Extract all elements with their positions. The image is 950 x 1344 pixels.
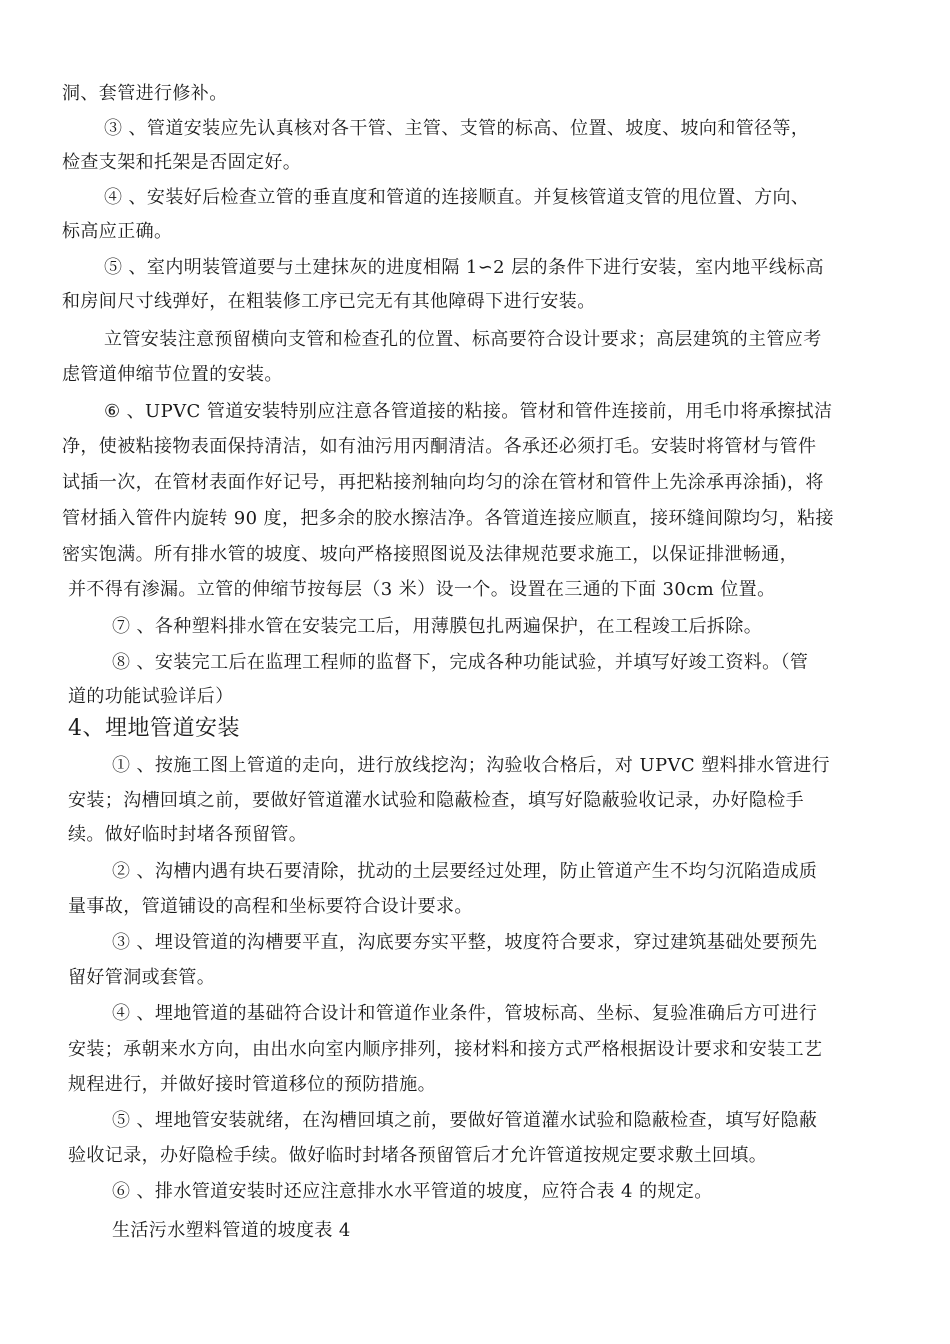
text-line: 并不得有渗漏。立管的伸缩节按每层（3 米）设一个。设置在三通的下面 30cm 位置。 — [68, 579, 776, 600]
text-line: 检查支架和托架是否固定好。 — [62, 152, 302, 173]
text-line: ④ 、埋地管道的基础符合设计和管道作业条件，管坡标高、坐标、复验准确后方可进行 — [112, 1003, 818, 1024]
text-line: ③ 、埋设管道的沟槽要平直，沟底要夯实平整，坡度符合要求，穿过建筑基础处要预先 — [112, 932, 818, 953]
text-line: ② 、沟槽内遇有块石要清除，扰动的土层要经过处理，防止管道产生不均匀沉陷造成质 — [112, 861, 818, 882]
text-line: 试插一次，在管材表面作好记号，再把粘接剂轴向均匀的涂在管材和管件上先涂承再涂插)，将 — [62, 472, 824, 493]
text-line: ⑦ 、各种塑料排水管在安装完工后，用薄膜包扎两遍保护，在工程竣工后拆除。 — [112, 616, 763, 637]
text-line: 和房间尺寸线弹好，在粗装修工序已完无有其他障碍下进行安装。 — [62, 291, 596, 312]
text-line: ⑥ 、UPVC 管道安装特别应注意各管道接的粘接。管材和管件连接前，用毛巾将承擦拭洁 — [104, 401, 833, 422]
text-line: 洞、套管进行修补。 — [62, 83, 228, 104]
text-line: ① 、按施工图上管道的走向，进行放线挖沟；沟验收合格后，对 UPVC 塑料排水管进行 — [112, 755, 831, 776]
text-line: 续。做好临时封堵各预留管。 — [68, 824, 308, 845]
text-line: ⑤ 、室内明装管道要与土建抹灰的进度相隔 1∽2 层的条件下进行安装，室内地平线标高 — [104, 257, 824, 278]
text-line: 量事故，管道铺设的高程和坐标要符合设计要求。 — [68, 896, 473, 917]
text-line: 留好管洞或套管。 — [68, 967, 216, 988]
text-line: 标高应正确。 — [62, 221, 173, 242]
text-line: ⑧ 、安装完工后在监理工程师的监督下，完成各种功能试验，并填写好竣工资料。（管 — [112, 652, 809, 673]
table-caption: 生活污水塑料管道的坡度表 4 — [112, 1220, 351, 1241]
text-line: ③ 、管道安装应先认真核对各干管、主管、支管的标高、位置、坡度、坡向和管径等， — [104, 118, 810, 139]
text-line: 验收记录，办好隐检手续。做好临时封堵各预留管后才允许管道按规定要求敷土回填。 — [68, 1145, 768, 1166]
text-line: ⑥ 、排水管道安装时还应注意排水水平管道的坡度，应符合表 4 的规定。 — [112, 1181, 713, 1202]
text-line: 规程进行，并做好接时管道移位的预防措施。 — [68, 1074, 436, 1095]
text-line: 虑管道伸缩节位置的安装。 — [62, 364, 283, 385]
text-line: 密实饱满。所有排水管的坡度、坡向严格接照图说及法律规范要求施工，以保证排泄畅通， — [62, 544, 798, 565]
text-line: 管材插入管件内旋转 90 度，把多余的胶水擦洁净。各管道连接应顺直，接环缝间隙均匀，粘接 — [62, 508, 834, 529]
text-line: ⑤ 、埋地管安装就绪，在沟槽回填之前，要做好管道灌水试验和隐蔽检查，填写好隐蔽 — [112, 1110, 818, 1131]
text-line: 道的功能试验详后） — [68, 686, 234, 707]
text-line: 立管安装注意预留横向支管和检查孔的位置、标高要符合设计要求；高层建筑的主管应考 — [104, 329, 822, 350]
text-line: ④ 、安装好后检查立管的垂直度和管道的连接顺直。并复核管道支管的甩位置、方向、 — [104, 187, 810, 208]
text-line: 净，使被粘接物表面保持清洁，如有油污用丙酮清洁。各承还必须打毛。安装时将管材与管件 — [62, 436, 817, 457]
text-line: 安装；承朝来水方向，由出水向室内顺序排列，接材料和接方式严格根据设计要求和安装工艺 — [68, 1039, 823, 1060]
section-heading: 4、埋地管道安装 — [68, 716, 240, 741]
text-line: 安装；沟槽回填之前，要做好管道灌水试验和隐蔽检查，填写好隐蔽验收记录，办好隐检手 — [68, 790, 804, 811]
